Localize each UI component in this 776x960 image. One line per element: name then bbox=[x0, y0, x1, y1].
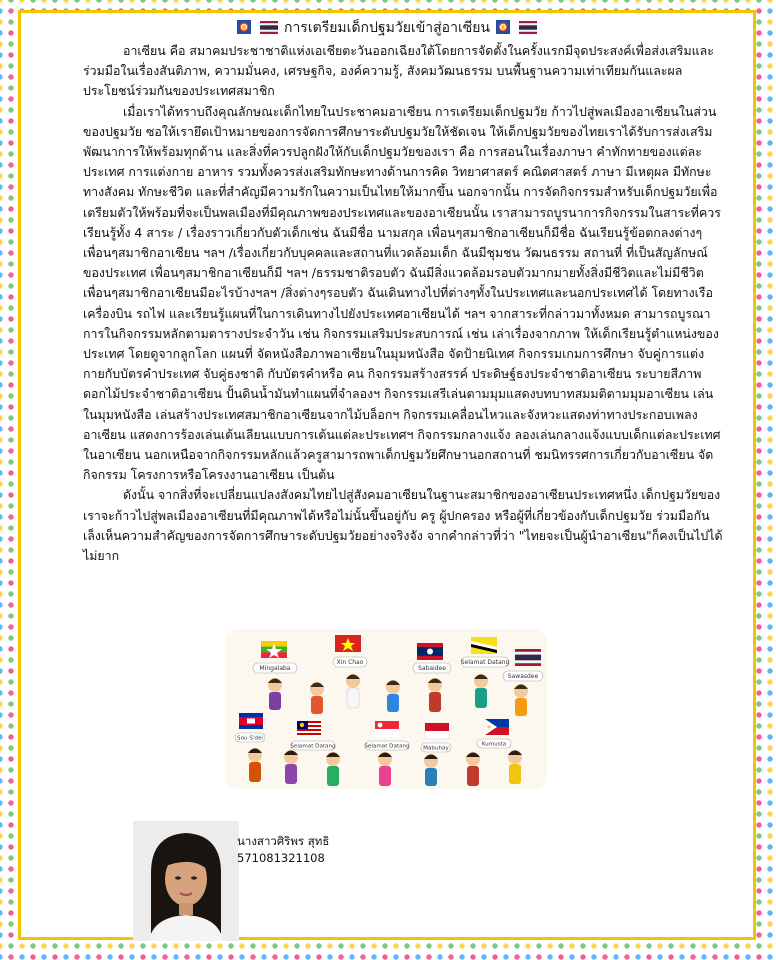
paragraph-conclusion: ดังนั้น จากสิ่งที่จะเปลี่ยนแปลงสังคมไทยไปสู่สังคมอาเซียนในฐานะสมาชิกของอาเซียนประเทศหนึ่ง เด็กปฐมวัยของเราจะก้าวไปสู่พลเมืองอาเซียนที่มีคุณภาพได้หรือไม่นั้นขึ้นอยู่กับ ครู ผู้ปกครอง หรือผู้ที่เกี่ยวข้องกับเด็กปฐมวัย ร่วมมือกันเล็งเห็นความสำคัญของการจัดการศึกษาระดับปฐมวัยอย่างจริงจัง จากคำกล่าวที่ว่า "ไทยจะเป็นผู้นำอาเซียน"ก็คงเป็นไปได้ไม่ยาก bbox=[83, 487, 723, 564]
illustration-art bbox=[225, 629, 547, 789]
vietnam-flag-icon bbox=[335, 635, 361, 652]
philippines-flag-icon bbox=[485, 719, 509, 735]
myanmar-flag-icon bbox=[261, 641, 287, 658]
greeting-laos: Sabaidee bbox=[418, 665, 446, 672]
thai-flag-icon bbox=[260, 21, 278, 34]
asean-flag-icon bbox=[496, 20, 510, 34]
greeting-brunei: Selamat Datang bbox=[460, 659, 510, 666]
paragraph-main: เมื่อเราได้ทราบถึงคุณลักษณะเด็กไทยในประชาคมอาเซียน การเตรียมเด็กปฐมวัย ก้าวไปสู่พลเมืองอาเซียนในส่วนของปฐมวัย ซอให้เรายึดเป้าหมายของการจัดการศึกษาระดับปฐมวัยให้ชัดเจน ให้เด็กปฐมวัยของไทยเราได้รับการส่งเสริมพัฒนาการให้พร้อมทุกด้าน และสิ่งที่ควรปลูกฝังให้กับเด็กปฐมวัยของเรา คือ การสอนในเรื่องภาษา คำทักทายของแต่ละประเทศ การแต่งกาย อาหาร รวมทั้งควรส่งเสริมทักษะทางด้านการคิด วิทยาศาสตร์ คณิตศาสตร์ ภาษา มีเหตุผล มีทักษะทางสังคม ทักษะชีวิต และที่สำคัญมีความรักในความเป็นไทยให้มากขึ้น นอกจากนั้น การจัดกิจกรรมสำหรับเด็กปฐมวัยเพื่อเตรียมตัวให้พร้อมที่จะเป็นพลเมืองที่มีคุณภาพของประเทศและของอาเซียนนั้น เราสามารถบูรนาการกิจกรรมในสาระที่ควรเรียนรู้ทั้ง 4 สาระ / เรื่องราวเกี่ยวกับตัวเด็กเช่น ฉันมีชื่อ นามสกุล เพื่อนๆสมาชิกอาเซียนก็มีชื่อ ฉันเรียนรู้ข้อตกลงต่างๆเพื่อนๆสมาชิกอาเซียน ฯลฯ /เรื่องเกี่ยวกับบุคคลและสถานที่แวดล้อมเด็ก ฉันมีชุมชน วัฒนธรรม สถานที่ ที่เป็นสัญลักษณ์ของประเทศ เพื่อนๆสมาชิกอาเซียนก็มี ฯลฯ /ธรรมชาติรอบตัว ฉันมีสิ่งแวดล้อมรอบตัวมากมายทั้งสิ่งมีชีวิตและไม่มีชีวิต เพื่อนๆสมาชิกอาเซียนมีอะไรบ้างฯลฯ /สิ่งต่างๆรอบตัว ฉันเดินทางไปที่ต่างๆทั้งในประเทศและนอกประเทศได้ โดยทางเรือ เครื่องบิน รถไฟ และเรียนรู้แผนที่ในการเดินทางไปยังประเทศอาเซียนได้ ฯลฯ จากสาระที่กล่าวมาทั้งหมด สามารถบูรณาการในกิจกรรมหลักตามตารางประจำวัน เช่น กิจกรรมเสริมประสบการณ์ เช่น เล่าเรื่องจากภาพ ให้เด็กเรียนรู้ตำแหน่งของประเทศ โดยดูจากลูกโลก แผนที่ จัดหนังสือภาพอาเซียนในมุมหนังสือ จัดป้ายนิเทศ กิจกรรมเกมการศึกษา จับคู่การแต่งกายกับบัตรคำประเทศ จับคู่ธงชาติ กับบัตรคำหรือ คน กิจกรรมสร้างสรรค์ ประดิษฐ์ธงประจำชาติอาเซียน ระบายสีภาพดอกไม้ประจำชาติอาเซียน ปั้นดินน้ำมันทำแผนที่จำลองฯ กิจกรรมเสรีเล่นตามมุมแสดงบทบาทสมมติตามมุมอาเซียน เล่นในมุมหนังสือ เล่นสร้างประเทศสมาชิกอาเซียนจากไม้บล็อกฯ กิจกรรมเคลื่อนไหวและจังหวะแสดงท่าทางประกอบเพลงอาเซียน แสดงการร้องเล่นเต้นเลียนแบบการเต้นแต่ละประเทศฯ กิจกรรมกลางแจ้ง ลองเล่นกลางแจ้งแบบเด็กแต่ละประเทศในอาเซียน นอกเหนือจากกิจกรรมหลักแล้วครูสามารถพาเด็กปฐมวัยศึกษานอกสถานที่ ชมนิทรรศการเกี่ยวกับอาเซียน จัดกิจกรรม โครงการหรือโครงงานอาเซียน เป็นต้น bbox=[83, 103, 721, 483]
author-student-id: 571081321108 bbox=[237, 851, 325, 865]
cambodia-flag-icon bbox=[239, 713, 263, 729]
greeting-cambodia: Sou S'dei bbox=[237, 735, 263, 742]
brunei-flag-icon bbox=[471, 637, 497, 654]
laos-flag-icon bbox=[417, 643, 443, 660]
greeting-philippines: Kumusta bbox=[481, 741, 507, 748]
thailand-flag-icon bbox=[515, 649, 541, 666]
greeting-malaysia: Selamat Datang bbox=[290, 743, 336, 750]
greeting-indonesia: Mabuhay bbox=[423, 745, 449, 752]
author-photo bbox=[133, 821, 239, 941]
article-body bbox=[83, 41, 723, 566]
thai-flag-icon bbox=[519, 21, 537, 34]
author-portrait bbox=[133, 821, 239, 941]
page-title bbox=[21, 17, 753, 39]
greeting-singapore: Selamat Datang bbox=[364, 743, 410, 750]
author-name: นางสาวศิริพร สุทธิ bbox=[237, 834, 330, 848]
title-text: การเตรียมเด็กปฐมวัยเข้าสู่อาเซียน bbox=[283, 20, 491, 36]
page-frame bbox=[18, 10, 756, 940]
singapore-flag-icon bbox=[375, 721, 399, 737]
greeting-myanmar: Mingalaba bbox=[259, 665, 291, 672]
greeting-thailand: Sawasdee bbox=[507, 673, 539, 680]
malaysia-flag-icon bbox=[297, 721, 321, 737]
paragraph-intro: อาเซียน คือ สมาคมประชาชาติแห่งเอเชียตะวันออกเฉียงใต้โดยการจัดตั้งในครั้งแรกมีจุดประสงค์เพื่อส่งเสริมและร่วมมือในเรื่องสันติภาพ, ความมั่นคง, เศรษฐกิจ, องค์ความรู้, สังคมวัฒนธรรม บนพื้นฐานความเท่าเทียมกันและผลประโยชน์ร่วมกันของประเทศสมาชิก bbox=[83, 43, 714, 99]
greeting-vietnam: Xin Chao bbox=[336, 659, 364, 666]
asean-flag-icon bbox=[237, 20, 251, 34]
indonesia-flag-icon bbox=[425, 723, 449, 739]
children-top-row bbox=[268, 674, 528, 716]
asean-children-illustration bbox=[225, 629, 547, 789]
